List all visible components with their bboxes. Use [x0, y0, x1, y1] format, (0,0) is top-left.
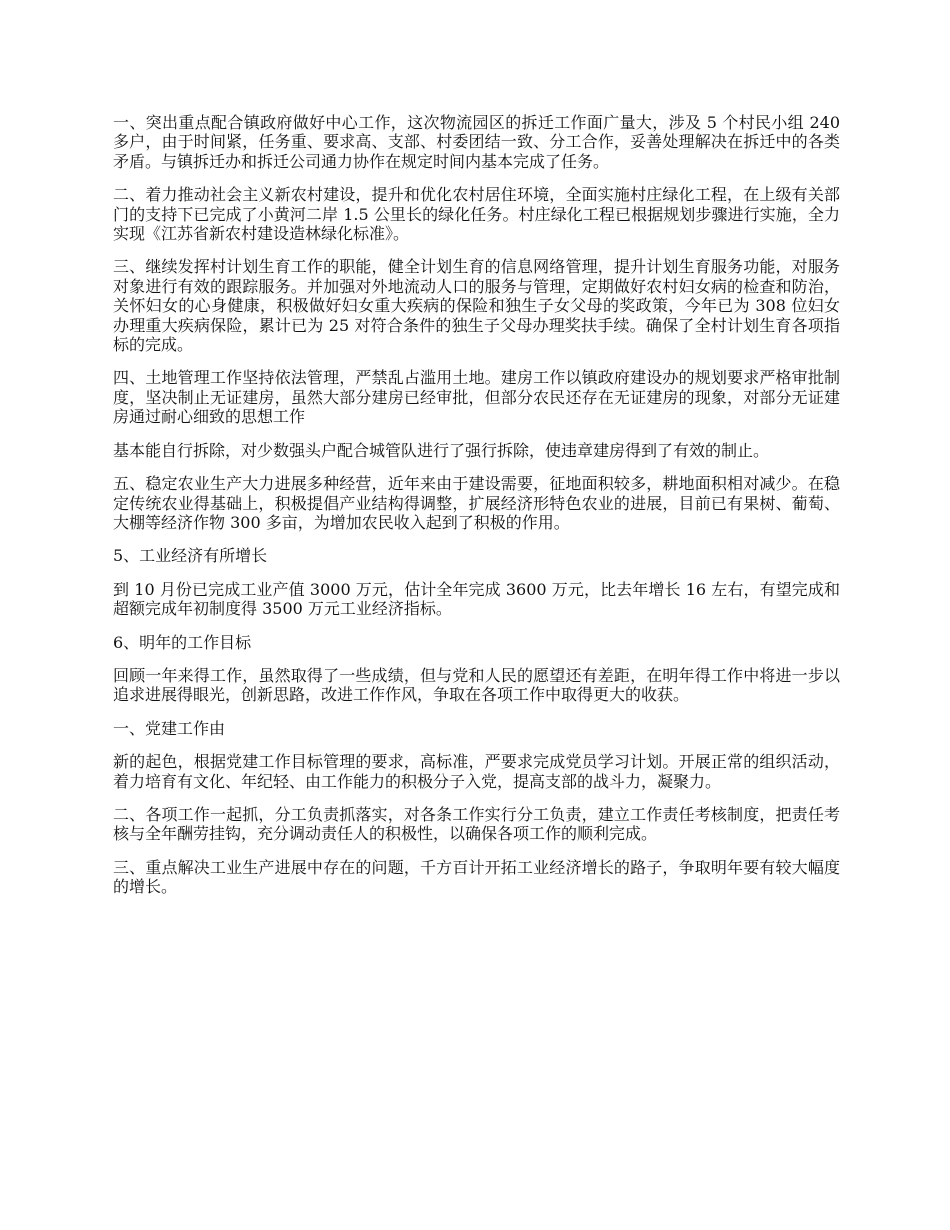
paragraph-new-countryside: 二、着力推动社会主义新农村建设，提升和优化农村居住环境，全面实施村庄绿化工程，在上级有关部门的支持下已完成了小黄河二岸 1.5 公里长的绿化任务。村庄绿化工程已根据规划步骤进行实施，全力实现《江苏省新农村建设造林绿化标准》。: [113, 185, 840, 244]
paragraph-agriculture: 五、稳定农业生产大力进展多种经营，近年来由于建设需要，征地面积较多，耕地面积相对减少。在稳定传统农业得基础上，积极提倡产业结构得调整，扩展经济形特色农业的进展，目前已有果树、葡萄、大棚等经济作物 300 多亩，为增加农民收入起到了积极的作用。: [113, 474, 840, 532]
paragraph-demolition-work: 一、突出重点配合镇政府做好中心工作，这次物流园区的拆迁工作面广量大，涉及 5 个村民小组 240 多户，由于时间紧，任务重、要求高、支部、村委团结一致、分工合作，妥善处理解决在拆迁中的各类矛盾。与镇拆迁办和拆迁公司通力协作在规定时间内基本完成了任务。: [113, 113, 840, 171]
paragraph-land-management-cont: 基本能自行拆除，对少数强头户配合城管队进行了强行拆除，使违章建房得到了有效的制止。: [113, 440, 770, 460]
heading-party-building: 一、党建工作由: [113, 718, 226, 738]
paragraph-party-building: 新的起色，根据党建工作目标管理的要求，高标准，严要求完成党员学习计划。开展正常的组织活动，着力培育有文化、年纪轻、由工作能力的积极分子入党，提高支部的战斗力，凝聚力。: [113, 752, 840, 791]
paragraph-land-management: 四、土地管理工作坚持依法管理，严禁乱占滥用土地。建房工作以镇政府建设办的规划要求严格审批制度，坚决制止无证建房，虽然大部分建房已经审批，但部分农民还存在无证建房的现象，对部分无证建房通过耐心细致的思想工作: [113, 368, 840, 427]
document-body: [113, 113, 840, 911]
paragraph-family-planning: 三、继续发挥村计划生育工作的职能，健全计划生育的信息网络管理，提升计划生育服务功能，对服务对象进行有效的跟踪服务。并加强对外地流动人口的服务与管理，定期做好农村妇女病的检查和防治，关怀妇女的心身健康，积极做好妇女重大疾病的保险和独生子女父母的奖政策，今年已为 308 位妇女办理重大疾病保险，累计已为 25 对符合条件的独生子父母办理奖扶手续。确保了全村计划生育各项指标的完成。: [113, 257, 840, 355]
heading-next-year-goals: 6、明年的工作目标: [113, 632, 252, 652]
paragraph-industrial-output: 到 10 月份已完成工业产值 3000 万元，估计全年完成 3600 万元，比去年增长 16 左右，有望完成和超额完成年初制度得 3500 万元工业经济指标。: [113, 579, 840, 619]
paragraph-industrial-problems: 三、重点解决工业生产进展中存在的问题，千方百计开拓工业经济增长的路子，争取明年要有较大幅度的增长。: [113, 857, 840, 897]
paragraph-responsibility: 二、各项工作一起抓，分工负责抓落实，对各条工作实行分工负责，建立工作责任考核制度，把责任考核与全年酬劳挂钩，充分调动责任人的积极性，以确保各项工作的顺利完成。: [113, 804, 840, 844]
paragraph-review: 回顾一年来得工作，虽然取得了一些成绩，但与党和人民的愿望还有差距，在明年得工作中将进一步以追求进展得眼光，创新思路，改进工作作风，争取在各项工作中取得更大的收获。: [113, 665, 840, 705]
heading-industrial-growth: 5、工业经济有所增长: [113, 546, 268, 566]
